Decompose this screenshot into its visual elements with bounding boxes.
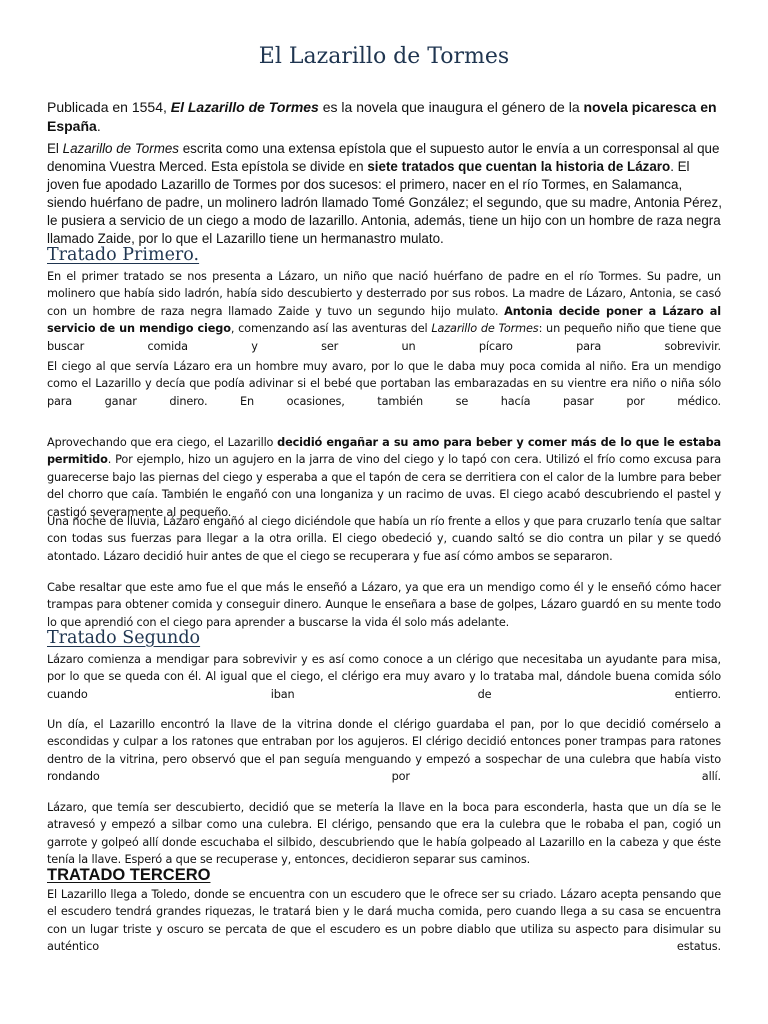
intro-text: Publicada en 1554, — [47, 99, 171, 115]
paragraph-text: En el primer tratado se nos presenta a Lázaro, un niño que nació huérfano de padre en el río Tormes. Su padre, un molinero que había sido ladrón, había sido descubierto y desterrado por sus robos. La madre de Lázaro, Antonia, se casó con un hombre de raza negra llamado Zaide y tuvo un segundo hijo mulato. — [47, 270, 721, 318]
tratado-tercero-paragraph-1: El Lazarillo llega a Toledo, donde se encuentra con un escudero que le ofrece ser su criado. Lázaro acepta pensando que el escudero tendrá grandes riquezas, le tratará bien y le dará mucha comida, pero cuando llega a su casa se encuentra con un lugar triste y oscuro se percata de que el escudero es un pobre diablo que utiliza su aspecto para disimular su auténtico estatus. — [47, 888, 721, 954]
paragraph-bold-text: Antonia decide poner a Lázaro al servicio de un mendigo ciego — [47, 304, 721, 336]
intro-text: . — [96, 118, 101, 134]
intro-text: . El joven fue apodado Lazarillo de Tormes por dos sucesos: el primero, nacer en el río Tormes, en Salamanca, siendo huérfano de padre, un molinero ladrón llamado Tomé González; el segundo, que su madre, Antonia Pérez, le pusiera a servicio de un ciego a modo de lazarillo. Antonia, además, tiene un hijo con un hombre de raza negra llamado Zaide, por lo que el Lazarillo tiene un hermanastro mulato. — [47, 159, 722, 247]
intro-text: El — [47, 141, 63, 156]
paragraph-text: . Por ejemplo, hizo un agujero en la jarra de vino del ciego y lo tapó con cera. Utilizó el frío como excusa para guarecerse bajo las piernas del ciego y esperaba a que el tapón de cera se derritiera con el calor de la lumbre para beber del chorro que caía. También le engañó con una longaniza y un racimo de uvas. El ciego acabó descubriendo el pastel y castigó severamente al pequeño. — [47, 453, 721, 519]
intro-bold-text: siete tratados que cuentan la historia de Lázaro — [367, 159, 671, 175]
intro-bold-text: novela picaresca en España — [47, 99, 717, 134]
paragraph-text: Aprovechando que era ciego, el Lazarillo — [47, 436, 278, 449]
paragraph-text: : un pequeño niño que tiene que buscar comida y ser un pícaro para sobrevivir. — [47, 322, 721, 353]
tratado-segundo-paragraph-1: Lázaro comienza a mendigar para sobrevivir y es así como conoce a un clérigo que necesitaba un ayudante para misa, por lo que se queda con él. Al igual que el ciego, el clérigo era muy avaro y lo trataba mal, dándole buena comida sólo cuando iban de entierro. — [47, 653, 721, 701]
paragraph-text: , comenzando así las aventuras del — [230, 322, 432, 336]
book-title: Lazarillo de Tormes — [62, 141, 179, 156]
intro-paragraph-2 — [47, 140, 723, 249]
tratado-primero-paragraph-4: Una noche de lluvia, Lázaro engañó al ciego diciéndole que había un río frente a ellos y que para cruzarlo tenía que saltar con todas sus fuerzas para llegar a la otra orilla. El ciego obedeció y, cuando saltó se dio contra un pilar y se quedó atontado. Lázaro decidió huir antes de que el ciego se recuperara y fue así cómo ambos se separaron. — [47, 515, 721, 563]
tratado-primero-paragraph-5: Cabe resaltar que este amo fue el que más le enseñó a Lázaro, ya que era un mendigo como él y le enseñó cómo hacer trampas para obtener comida y conseguir dinero. Aunque le enseñara a base de golpes, Lázaro guardó en su mente todo lo que aprendió con el ciego para aprender a buscarse la vida él solo más adelante. — [47, 581, 721, 629]
document-title: El Lazarillo de Tormes — [258, 44, 510, 69]
tratado-primero-paragraph-1 — [47, 268, 721, 355]
tratado-segundo-paragraph-2: Un día, el Lazarillo encontró la llave de la vitrina donde el clérigo guardaba el pan, por lo que decidió comérselo a escondidas y culpar a los ratones que entraban por los agujeros. El clérigo decidió entonces poner trampas para ratones dentro de la vitrina, pero observó que el pan seguía menguando y empezó a sospechar de una culebra que había visto rondando por allí. — [47, 718, 721, 784]
intro-paragraph-1 — [47, 98, 723, 136]
book-title: El Lazarillo de Tormes — [170, 99, 319, 115]
tratado-primero-heading: Tratado Primero. — [47, 245, 200, 265]
book-title: Lazarillo de Tormes — [431, 322, 539, 336]
tratado-primero-paragraph-3 — [47, 434, 721, 521]
intro-text: es la novela que inaugura el género de la — [318, 99, 584, 115]
tratado-primero-paragraph-2: El ciego al que servía Lázaro era un hombre muy avaro, por lo que le daba muy poca comida al niño. Era un mendigo como el Lazarillo y decía que podía adivinar si el bebé que portaban las embarazadas en su vientre era niño o niña sólo para ganar dinero. En ocasiones, también se hacía pasar por médico. — [47, 360, 721, 408]
intro-text: escrita como una extensa epístola que el supuesto autor le envía a un corresponsal al que denomina Vuestra Merced. Esta epístola se divide en — [47, 141, 720, 175]
tratado-segundo-heading: Tratado Segundo — [47, 628, 201, 648]
paragraph-bold-text: decidió engañar a su amo para beber y comer más de lo que le estaba permitido — [47, 436, 721, 467]
tratado-segundo-paragraph-3: Lázaro, que temía ser descubierto, decidió que se metería la llave en la boca para esconderla, hasta que un día se le atravesó y empezó a silbar como una culebra. El clérigo, pensando que era la culebra que le robaba el pan, cogió un garrote y golpeó allí donde escuchaba el silbido, descubriendo que le había golpeado al Lazarillo en la cabeza y que éste tenía la llave. Esperó a que se recuperase y, entonces, decidieron separar sus caminos. — [47, 801, 721, 867]
tratado-tercero-heading: TRATADO TERCERO — [47, 866, 211, 884]
